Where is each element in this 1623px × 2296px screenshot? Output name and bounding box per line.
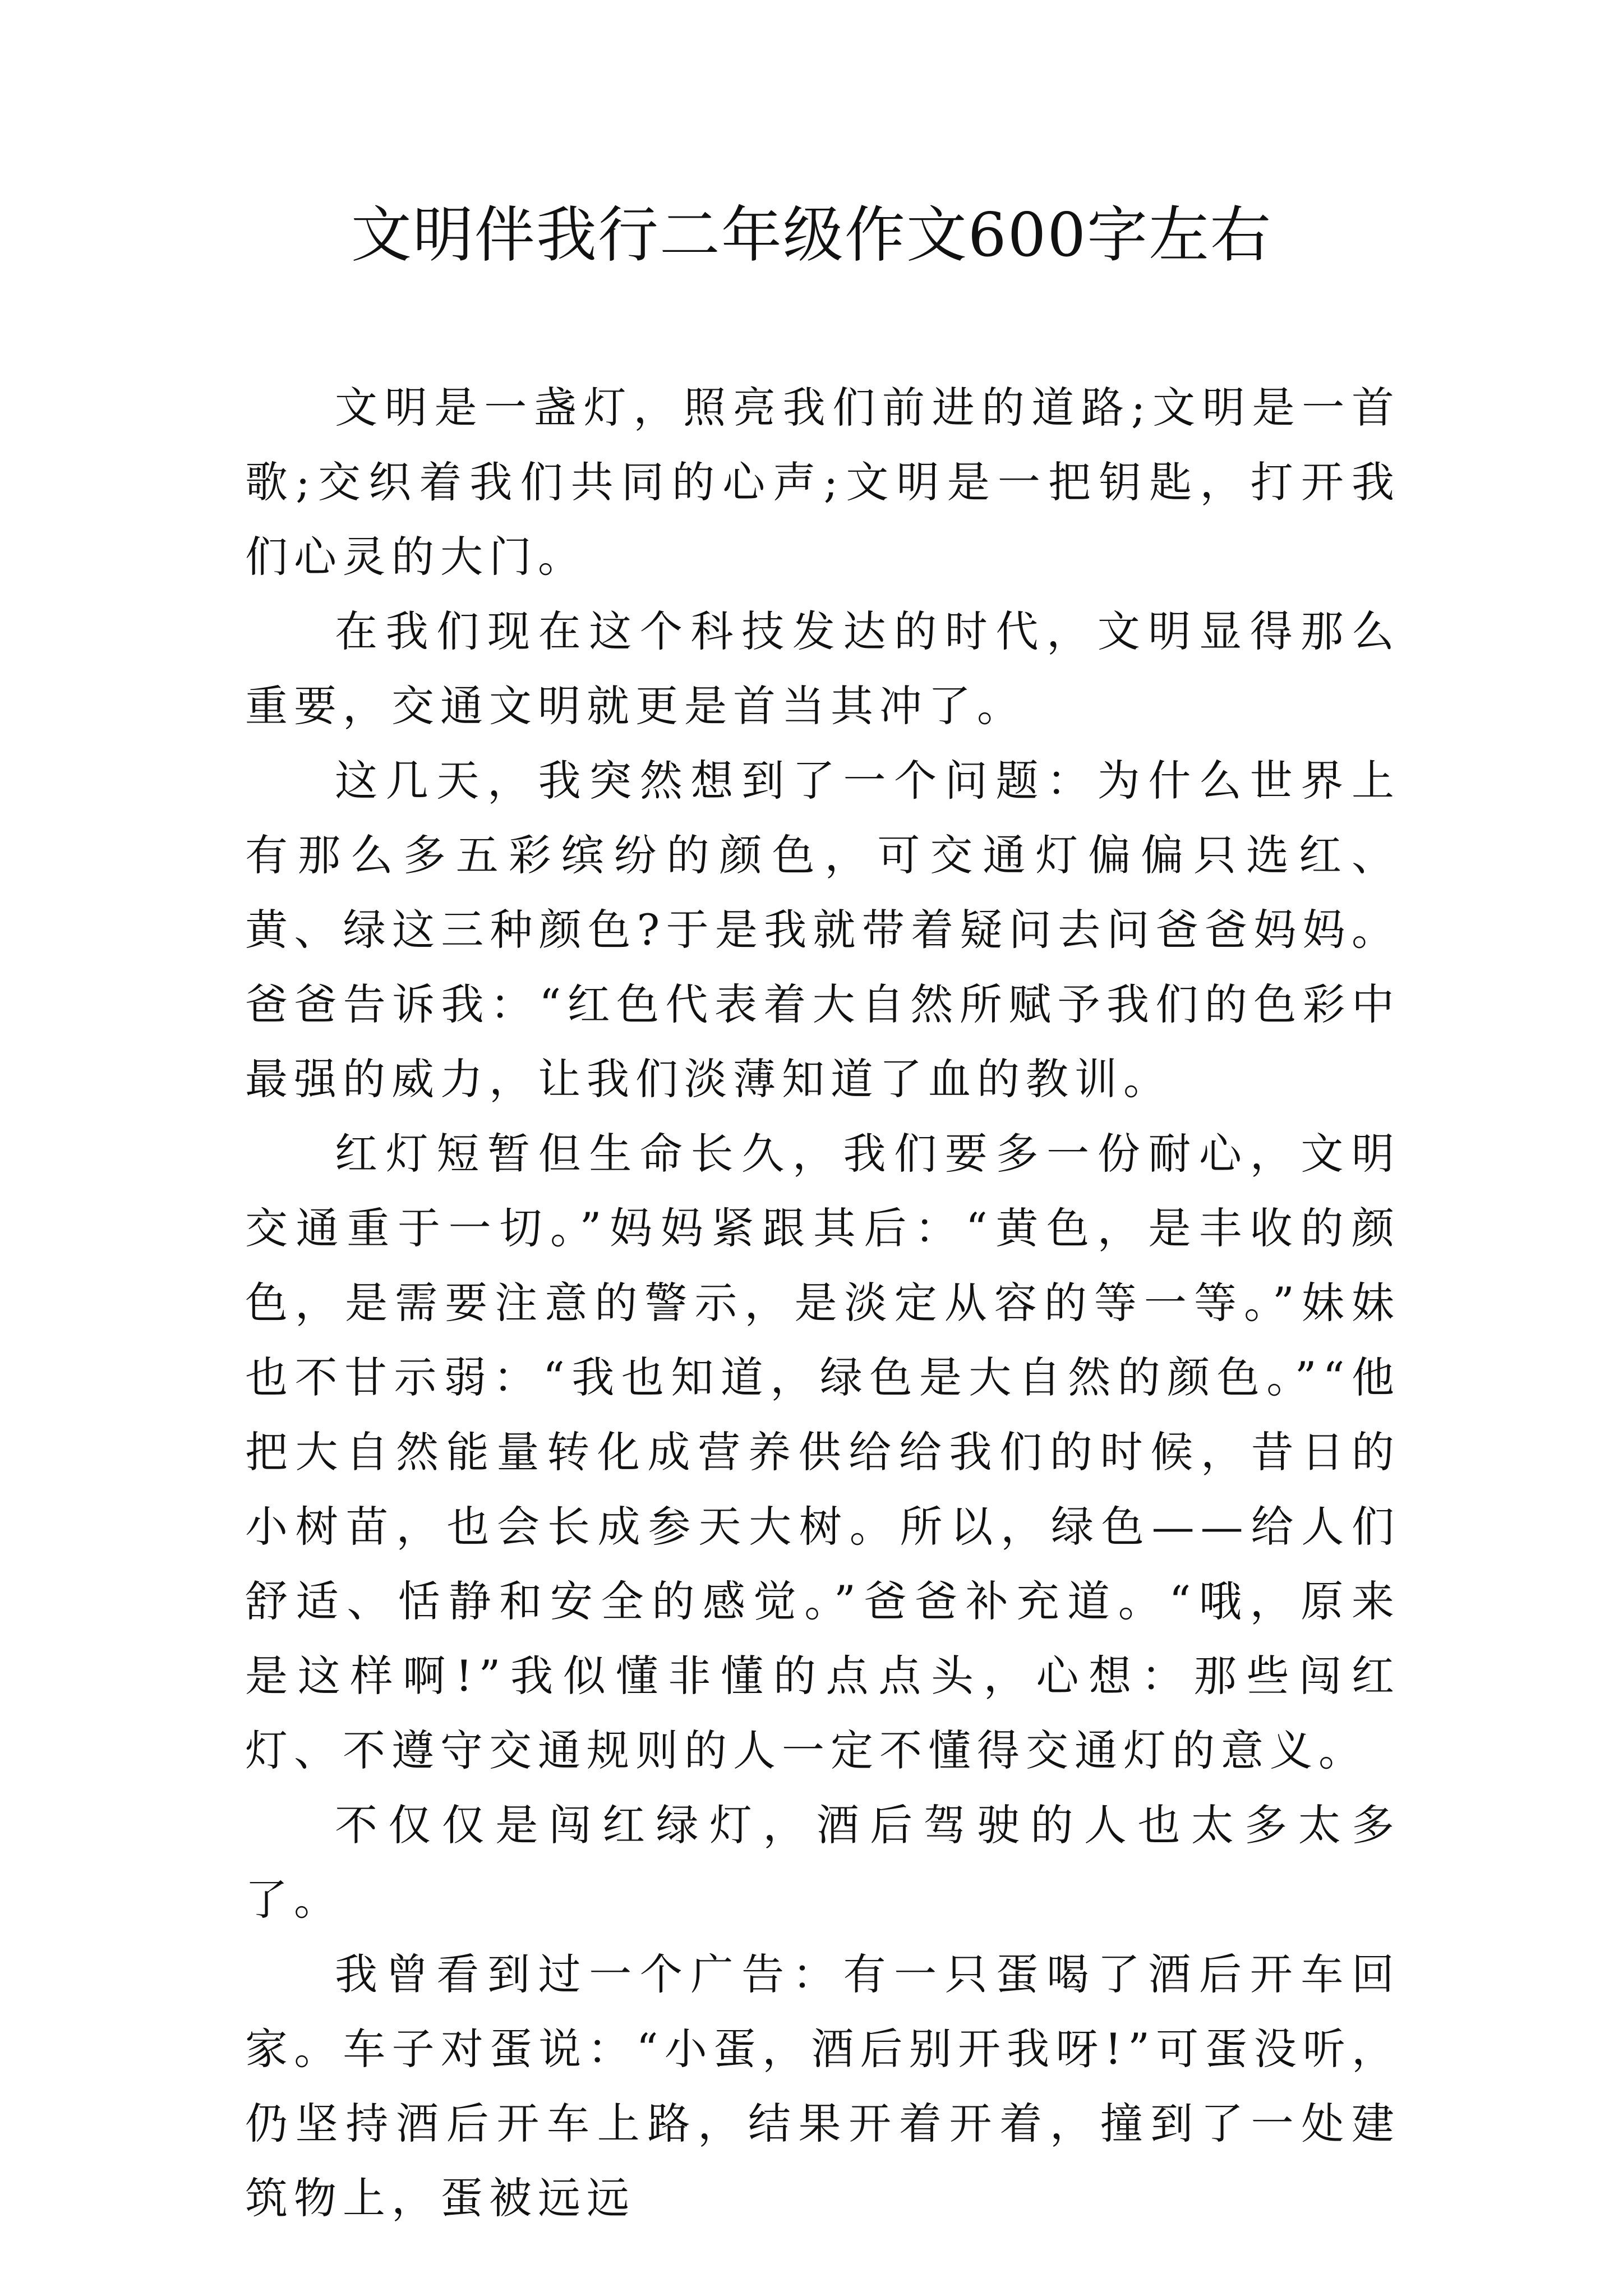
paragraph: 我曾看到过一个广告：有一只蛋喝了酒后开车回家。车子对蛋说：“小蛋，酒后别开我呀!”可蛋没听，仍坚持酒后开车上路，结果开着开着，撞到了一处建筑物上，蛋被远远 — [245, 1949, 1400, 2223]
paragraph: 文明是一盏灯，照亮我们前进的道路;文明是一首歌;交织着我们共同的心声;文明是一把钥匙，打开我们心灵的大门。 — [245, 383, 1400, 582]
paragraph: 在我们现在这个科技发达的时代，文明显得那么重要，交通文明就更是首当其冲了。 — [245, 606, 1400, 731]
paragraph: 这几天，我突然想到了一个问题：为什么世界上有那么多五彩缤纷的颜色，可交通灯偏偏只选红、黄、绿这三种颜色?于是我就带着疑问去问爸爸妈妈。爸爸告诉我：“红色代表着大自然所赋予我们的色彩中最强的威力，让我们淡薄知道了血的教训。 — [245, 756, 1400, 1104]
paragraph: 不仅仅是闯红绿灯，酒后驾驶的人也太多太多了。 — [245, 1800, 1400, 1925]
document-title: 文明伴我行二年级作文600字左右 — [351, 200, 1272, 270]
document-body — [245, 370, 1400, 2235]
paragraph: 红灯短暂但生命长久，我们要多一份耐心，文明交通重于一切。”妈妈紧跟其后：“黄色，是丰收的颜色，是需要注意的警示，是淡定从容的等一等。”妹妹也不甘示弱：“我也知道，绿色是大自然的颜色。”“他把大自然能量转化成营养供给给我们的时候，昔日的小树苗，也会长成参天大树。所以，绿色——给人们舒适、恬静和安全的感觉。”爸爸补充道。“哦，原来是这样啊!”我似懂非懂的点点头，心想：那些闯红灯、不遵守交通规则的人一定不懂得交通灯的意义。 — [245, 1129, 1400, 1775]
